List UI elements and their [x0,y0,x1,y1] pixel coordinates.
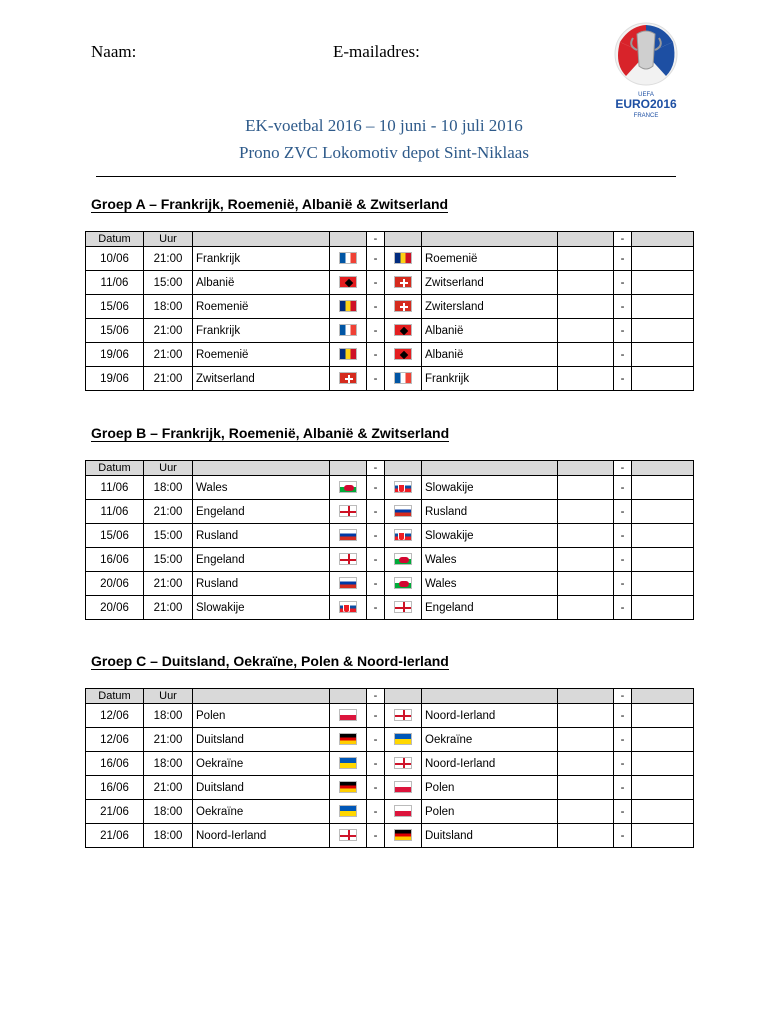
table-header-row [86,232,694,247]
away-score-field[interactable] [632,271,694,295]
away-team: Slowakije [422,476,558,500]
match-time: 21:00 [144,319,193,343]
document-title: EK-voetbal 2016 – 10 juni - 10 juli 2016 [245,116,523,135]
away-score-field[interactable] [632,776,694,800]
home-flag-header [330,232,367,247]
uur-header: Uur [144,232,193,247]
table-row [86,752,694,776]
away-score-field[interactable] [632,524,694,548]
home-flag [330,367,367,391]
score-separator: - [614,572,632,596]
score-separator: - [614,343,632,367]
score-separator: - [614,752,632,776]
table-row [86,343,694,367]
home-team-header [193,461,330,476]
home-team: Engeland [193,500,330,524]
flag-de-icon [339,781,357,793]
match-time: 21:00 [144,776,193,800]
away-flag [385,728,422,752]
team-separator: - [367,247,385,271]
home-flag [330,271,367,295]
home-score-field[interactable] [558,548,614,572]
flag-de-icon [339,733,357,745]
flag-al-icon [394,348,412,360]
home-score-field[interactable] [558,776,614,800]
euro2016-logo [606,20,686,124]
match-date: 20/06 [86,596,144,620]
away-flag [385,524,422,548]
flag-ru-icon [339,529,357,541]
match-time: 18:00 [144,800,193,824]
document-subtitle: Prono ZVC Lokomotiv depot Sint-Niklaas [239,143,529,162]
match-time: 21:00 [144,367,193,391]
score-separator: - [614,776,632,800]
home-flag [330,319,367,343]
away-flag-header [385,232,422,247]
match-date: 15/06 [86,295,144,319]
away-flag-header [385,689,422,704]
match-time: 21:00 [144,343,193,367]
match-date: 19/06 [86,343,144,367]
away-score-field[interactable] [632,824,694,848]
home-team: Frankrijk [193,319,330,343]
flag-ch-icon [339,372,357,384]
table-row [86,295,694,319]
logo-euro2016-text: EURO2016 [615,97,677,111]
home-flag [330,476,367,500]
home-score-header [558,461,614,476]
home-score-field[interactable] [558,319,614,343]
team-separator: - [367,476,385,500]
flag-ru-icon [394,505,412,517]
home-score-field[interactable] [558,295,614,319]
flag-ru-icon [339,577,357,589]
home-flag [330,343,367,367]
away-team: Albanië [422,343,558,367]
match-time: 21:00 [144,728,193,752]
home-score-field[interactable] [558,367,614,391]
home-flag [330,800,367,824]
team-separator: - [367,800,385,824]
home-score-field[interactable] [558,596,614,620]
group-title-text: Groep C – Duitsland, Oekraïne, Polen & Noord-Ierland [91,653,449,669]
away-team: Rusland [422,500,558,524]
score-separator: - [614,800,632,824]
away-flag [385,500,422,524]
away-flag [385,800,422,824]
match-time: 15:00 [144,524,193,548]
away-team-header [422,461,558,476]
email-label: E-mailadres: [333,42,420,61]
flag-fr-icon [394,372,412,384]
home-flag [330,824,367,848]
team-separator: - [367,500,385,524]
flag-ni-icon [339,829,357,841]
match-date: 16/06 [86,548,144,572]
away-team: Zwitserland [422,271,558,295]
match-date: 12/06 [86,704,144,728]
score-separator: - [614,596,632,620]
table-row [86,824,694,848]
away-flag [385,247,422,271]
dash-header: - [614,689,632,704]
away-team: Polen [422,800,558,824]
home-team: Duitsland [193,776,330,800]
team-separator: - [367,572,385,596]
away-flag [385,343,422,367]
flag-en-icon [339,553,357,565]
flag-al-icon [339,276,357,288]
away-team: Engeland [422,596,558,620]
table-row [86,548,694,572]
home-team: Engeland [193,548,330,572]
team-separator: - [367,704,385,728]
score-separator: - [614,728,632,752]
team-separator: - [367,752,385,776]
match-date: 11/06 [86,271,144,295]
away-score-header [632,232,694,247]
flag-ro-icon [394,252,412,264]
team-separator: - [367,776,385,800]
dash-header: - [614,461,632,476]
home-team-header [193,689,330,704]
home-flag [330,524,367,548]
away-team: Noord-Ierland [422,752,558,776]
match-time: 21:00 [144,500,193,524]
home-score-field[interactable] [558,524,614,548]
away-score-header [632,689,694,704]
match-date: 20/06 [86,572,144,596]
home-flag [330,295,367,319]
match-time: 21:00 [144,247,193,271]
flag-pl-icon [394,805,412,817]
away-flag [385,596,422,620]
away-team: Frankrijk [422,367,558,391]
home-flag [330,247,367,271]
away-flag [385,572,422,596]
away-flag [385,271,422,295]
away-flag [385,295,422,319]
home-flag [330,548,367,572]
table-row [86,800,694,824]
title-divider [96,176,676,177]
flag-pl-icon [394,781,412,793]
match-time: 18:00 [144,295,193,319]
table-header-row [86,461,694,476]
away-team: Zwitersland [422,295,558,319]
match-table [85,688,694,848]
away-score-field[interactable] [632,343,694,367]
match-date: 21/06 [86,824,144,848]
match-time: 15:00 [144,548,193,572]
team-separator: - [367,596,385,620]
home-score-field[interactable] [558,271,614,295]
home-flag [330,776,367,800]
away-team: Wales [422,572,558,596]
match-date: 11/06 [86,500,144,524]
flag-wa-icon [339,481,357,493]
match-date: 15/06 [86,524,144,548]
uur-header: Uur [144,689,193,704]
score-separator: - [614,476,632,500]
score-separator: - [614,524,632,548]
table-row [86,776,694,800]
away-team: Albanië [422,319,558,343]
flag-ch-icon [394,300,412,312]
home-flag [330,596,367,620]
away-flag [385,776,422,800]
home-team: Oekraïne [193,800,330,824]
away-flag [385,752,422,776]
flag-ni-icon [394,709,412,721]
flag-fr-icon [339,324,357,336]
dash-header: - [367,689,385,704]
match-time: 18:00 [144,476,193,500]
away-score-field[interactable] [632,548,694,572]
home-flag-header [330,689,367,704]
away-team: Wales [422,548,558,572]
score-separator: - [614,271,632,295]
away-score-header [632,461,694,476]
group-title [91,196,448,212]
flag-de-icon [394,829,412,841]
away-score-field[interactable] [632,476,694,500]
datum-header: Datum [86,232,144,247]
match-table [85,460,694,620]
flag-wa-icon [394,577,412,589]
home-team: Wales [193,476,330,500]
flag-sk-icon [339,601,357,613]
away-flag [385,548,422,572]
score-separator: - [614,500,632,524]
home-team: Rusland [193,524,330,548]
away-flag [385,367,422,391]
home-team: Roemenië [193,343,330,367]
score-separator: - [614,704,632,728]
away-team-header [422,689,558,704]
home-team: Noord-Ierland [193,824,330,848]
flag-ni-icon [394,757,412,769]
flag-sk-icon [394,529,412,541]
score-separator: - [614,295,632,319]
table-row [86,596,694,620]
home-team: Zwitserland [193,367,330,391]
away-score-field[interactable] [632,572,694,596]
flag-en-icon [394,601,412,613]
table-row [86,524,694,548]
away-team: Slowakije [422,524,558,548]
flag-fr-icon [339,252,357,264]
flag-ro-icon [339,300,357,312]
score-separator: - [614,319,632,343]
home-score-field[interactable] [558,704,614,728]
home-team: Duitsland [193,728,330,752]
flag-ua-icon [339,805,357,817]
table-header-row [86,689,694,704]
match-time: 21:00 [144,572,193,596]
home-team: Frankrijk [193,247,330,271]
home-flag-header [330,461,367,476]
table-row [86,319,694,343]
flag-sk-icon [394,481,412,493]
home-score-header [558,689,614,704]
dash-header: - [367,232,385,247]
team-separator: - [367,271,385,295]
name-label: Naam: [91,42,137,61]
flag-ch-icon [394,276,412,288]
table-row [86,367,694,391]
home-flag [330,752,367,776]
home-score-field[interactable] [558,572,614,596]
match-date: 15/06 [86,319,144,343]
away-team: Oekraïne [422,728,558,752]
flag-en-icon [339,505,357,517]
team-separator: - [367,524,385,548]
away-score-field[interactable] [632,319,694,343]
home-score-field[interactable] [558,476,614,500]
home-team: Rusland [193,572,330,596]
group-title [91,653,449,669]
group-title [91,425,449,441]
match-date: 19/06 [86,367,144,391]
home-score-field[interactable] [558,500,614,524]
match-date: 12/06 [86,728,144,752]
match-date: 16/06 [86,752,144,776]
team-separator: - [367,295,385,319]
home-flag [330,572,367,596]
home-team: Albanië [193,271,330,295]
home-score-field[interactable] [558,824,614,848]
group-title-text: Groep A – Frankrijk, Roemenië, Albanië & Zwitserland [91,196,449,212]
match-date: 10/06 [86,247,144,271]
datum-header: Datum [86,461,144,476]
match-time: 18:00 [144,752,193,776]
match-date: 16/06 [86,776,144,800]
team-separator: - [367,548,385,572]
home-flag [330,500,367,524]
away-team: Duitsland [422,824,558,848]
away-flag [385,319,422,343]
away-flag [385,824,422,848]
away-score-field[interactable] [632,596,694,620]
score-separator: - [614,548,632,572]
match-date: 11/06 [86,476,144,500]
away-score-field[interactable] [632,704,694,728]
home-score-field[interactable] [558,800,614,824]
table-row [86,476,694,500]
group-title-text: Groep B – Frankrijk, Roemenië, Albanië & Zwitserland [91,425,450,441]
flag-wa-icon [394,553,412,565]
dash-header: - [367,461,385,476]
team-separator: - [367,319,385,343]
home-score-field[interactable] [558,247,614,271]
match-date: 21/06 [86,800,144,824]
flag-pl-icon [339,709,357,721]
home-score-field[interactable] [558,752,614,776]
home-team: Polen [193,704,330,728]
away-team: Noord-Ierland [422,704,558,728]
away-flag [385,476,422,500]
match-time: 18:00 [144,704,193,728]
home-team-header [193,232,330,247]
dash-header: - [614,232,632,247]
home-team: Slowakije [193,596,330,620]
home-score-header [558,232,614,247]
home-team: Roemenië [193,295,330,319]
uur-header: Uur [144,461,193,476]
team-separator: - [367,343,385,367]
home-flag [330,728,367,752]
table-row [86,271,694,295]
datum-header: Datum [86,689,144,704]
flag-ro-icon [339,348,357,360]
away-score-field[interactable] [632,752,694,776]
away-team: Polen [422,776,558,800]
away-flag [385,704,422,728]
away-team: Roemenië [422,247,558,271]
table-row [86,247,694,271]
match-table [85,231,694,391]
logo-uefa-text: UEFA [638,92,654,98]
logo-france-text: FRANCE [633,113,659,119]
away-score-field[interactable] [632,500,694,524]
table-row [86,704,694,728]
score-separator: - [614,824,632,848]
flag-ua-icon [339,757,357,769]
score-separator: - [614,247,632,271]
team-separator: - [367,824,385,848]
home-team: Oekraïne [193,752,330,776]
team-separator: - [367,728,385,752]
away-score-field[interactable] [632,295,694,319]
team-separator: - [367,367,385,391]
away-score-field[interactable] [632,800,694,824]
match-time: 15:00 [144,271,193,295]
match-time: 21:00 [144,596,193,620]
table-row [86,572,694,596]
flag-al-icon [394,324,412,336]
flag-ua-icon [394,733,412,745]
home-flag [330,704,367,728]
match-time: 18:00 [144,824,193,848]
home-score-field[interactable] [558,728,614,752]
table-row [86,500,694,524]
home-score-field[interactable] [558,343,614,367]
away-score-field[interactable] [632,247,694,271]
away-score-field[interactable] [632,728,694,752]
away-team-header [422,232,558,247]
away-flag-header [385,461,422,476]
score-separator: - [614,367,632,391]
table-row [86,728,694,752]
away-score-field[interactable] [632,367,694,391]
